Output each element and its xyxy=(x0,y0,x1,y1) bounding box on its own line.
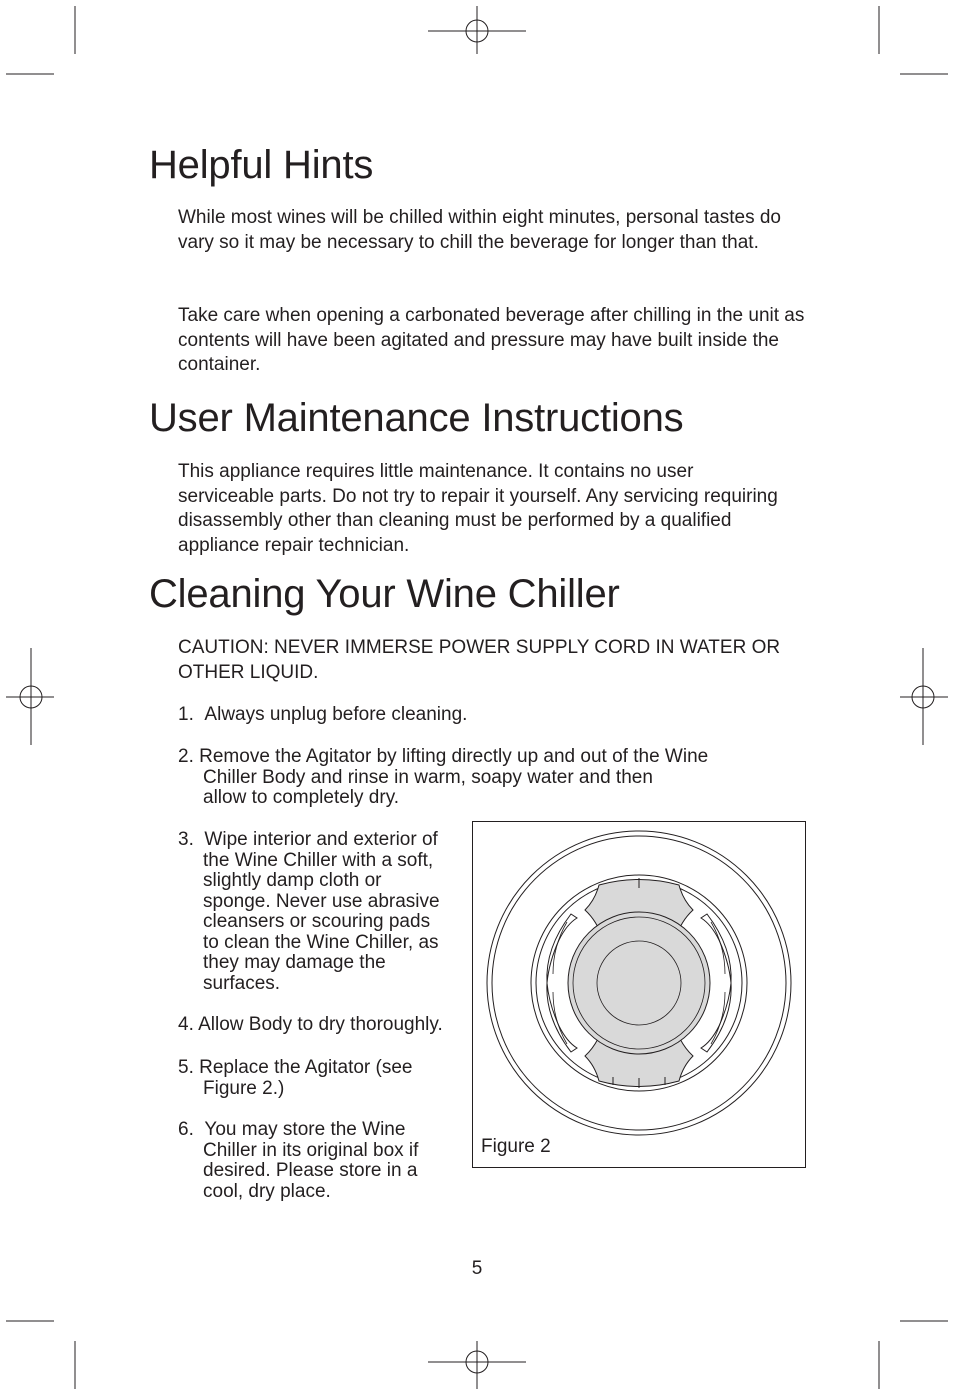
maintenance-paragraph: This appliance requires little maintenance. It contains no user serviceable parts. Do not try to repair it yourself. Any servicing requiring disassembly other than cleaning must be performed by a qualified appliance repair technician. xyxy=(178,461,778,556)
step-text-line: surfaces. xyxy=(203,972,281,994)
step-number: 5. xyxy=(178,1057,194,1078)
heading-user-maintenance: User Maintenance Instructions xyxy=(149,396,684,440)
step-text-line: sponge. Never use abrasive xyxy=(203,890,440,912)
step-text-line: Chiller Body and rinse in warm, soapy water and then xyxy=(203,766,653,788)
caution-text: CAUTION: NEVER IMMERSE POWER SUPPLY CORD IN WATER OR OTHER LIQUID. xyxy=(178,637,781,683)
step-text-line: they may damage the xyxy=(203,952,386,973)
hint-paragraph-1: While most wines will be chilled within eight minutes, personal tastes do vary so it may be necessary to chill the beverage for longer than that. xyxy=(178,207,781,253)
step-text-line: Chiller in its original box if xyxy=(203,1139,419,1161)
figure-caption: Figure 2 xyxy=(481,1136,551,1157)
step-text-line: the Wine Chiller with a soft, xyxy=(203,849,434,871)
step-text-line: Remove the Agitator by lifting directly up and out of the Wine xyxy=(199,746,709,767)
step-text-line: slightly damp cloth or xyxy=(203,870,382,891)
step-1 xyxy=(178,705,467,726)
hint-paragraph-2: Take care when opening a carbonated beverage after chilling in the unit as contents will have been agitated and pressure may have built inside the container. xyxy=(178,305,805,375)
heading-cleaning: Cleaning Your Wine Chiller xyxy=(149,572,620,616)
step-number: 2. xyxy=(178,746,194,767)
step-text-line: Wipe interior and exterior of xyxy=(204,829,438,850)
step-6 xyxy=(178,1120,418,1202)
step-text-line: allow to completely dry. xyxy=(203,787,400,808)
step-5 xyxy=(178,1058,413,1099)
step-text-line: You may store the Wine xyxy=(204,1119,406,1140)
step-text-line: desired. Please store in a xyxy=(203,1160,418,1181)
agitator-top-view-illustration xyxy=(473,822,805,1167)
page-number: 5 xyxy=(471,1258,483,1279)
heading-helpful-hints: Helpful Hints xyxy=(149,143,374,187)
step-text-line: to clean the Wine Chiller, as xyxy=(203,931,439,953)
step-4 xyxy=(178,1015,443,1036)
step-text-line: cleansers or scouring pads xyxy=(203,911,431,932)
step-text-line: Figure 2.) xyxy=(203,1077,285,1099)
step-number: 6. xyxy=(178,1119,194,1140)
step-text-line: Always unplug before cleaning. xyxy=(204,704,468,725)
step-3 xyxy=(178,830,440,994)
step-number: 1. xyxy=(178,704,194,725)
step-text-line: cool, dry place. xyxy=(203,1180,331,1202)
step-number: 4. xyxy=(178,1014,194,1035)
step-number: 3. xyxy=(178,829,194,850)
figure-2 xyxy=(472,821,806,1168)
step-text-line: Replace the Agitator (see xyxy=(199,1057,413,1078)
step-2 xyxy=(178,747,708,809)
step-text-line: Allow Body to dry thoroughly. xyxy=(198,1014,443,1035)
